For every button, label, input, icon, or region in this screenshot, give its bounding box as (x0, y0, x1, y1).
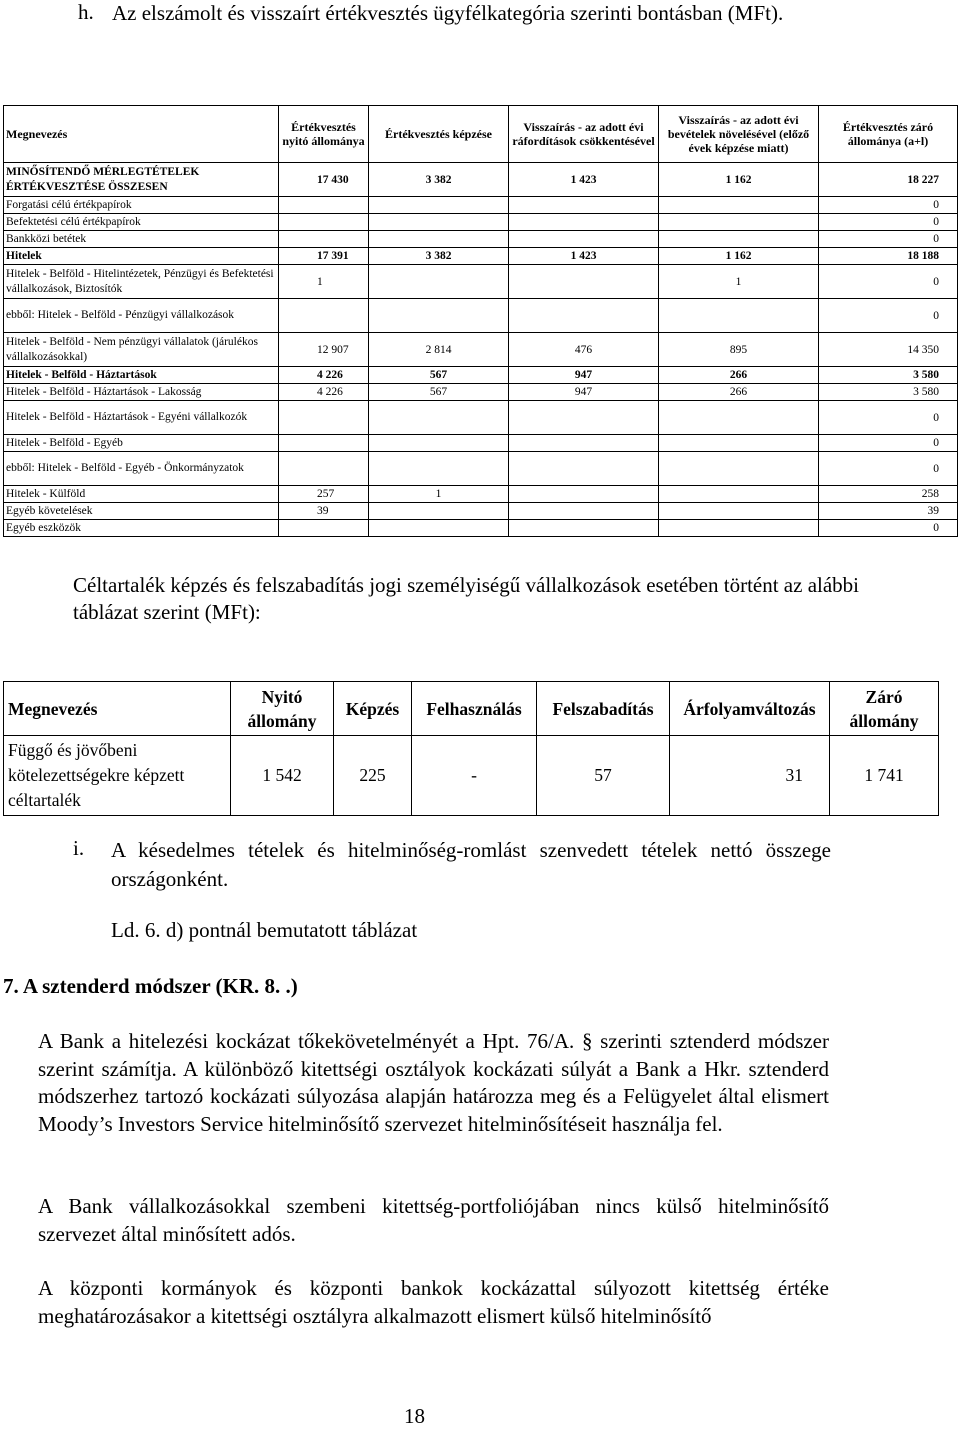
table-row (4, 248, 958, 265)
row-label: Bankközi betétek (4, 231, 279, 248)
header-cell: Visszaírás - az adott évi ráfordítások csökkentésével (509, 106, 659, 163)
section-heading-h: Az elszámolt és visszaírt értékvesztés ügyfélkategória szerinti bontásban (MFt). (112, 1, 784, 25)
header-cell: Értékvesztés záró állománya (a+l) (819, 106, 958, 163)
table-cell (369, 299, 509, 333)
header-cell: Záró állomány (830, 682, 939, 736)
table-cell: 18 227 (819, 163, 958, 197)
item-i-text: A késedelmes tételek és hitelminőség-romlást szenvedett tételek nettó összege országonként. (111, 838, 831, 891)
table-cell (369, 401, 509, 435)
row-label: Egyéb eszközök (4, 520, 279, 537)
table-cell: 14 350 (819, 333, 958, 367)
table-cell: 3 580 (819, 367, 958, 384)
table-cell: 3 580 (819, 384, 958, 401)
table-cell (509, 435, 659, 452)
table-cell (659, 452, 819, 486)
row-label: Hitelek - Belföld - Háztartások - Egyéni vállalkozók (4, 401, 279, 435)
table-cell: 17 391 (279, 248, 369, 265)
table-cell (659, 299, 819, 333)
table-row (4, 503, 958, 520)
table-cell (369, 197, 509, 214)
header-cell: Értékvesztés képzése (369, 106, 509, 163)
table-cell: 266 (659, 384, 819, 401)
table-cell (279, 197, 369, 214)
row-label: Függő és jövőbeni kötelezettségekre képzett céltartalék (4, 736, 231, 816)
table-cell: 1 423 (509, 248, 659, 265)
row-label: ebből: Hitelek - Belföld - Egyéb - Önkormányzatok (4, 452, 279, 486)
table-row (4, 265, 958, 299)
table-cell (509, 299, 659, 333)
table-cell (369, 452, 509, 486)
table-row (4, 435, 958, 452)
table-cell (509, 197, 659, 214)
table-row (4, 367, 958, 384)
table-cell: 0 (819, 401, 958, 435)
table-cell (659, 520, 819, 537)
table-cell: 18 188 (819, 248, 958, 265)
table-cell (509, 520, 659, 537)
page-number: 18 (404, 1404, 425, 1428)
table-row (4, 401, 958, 435)
table-cell: 31 (670, 736, 830, 816)
provision-table (3, 681, 939, 816)
table-cell (369, 435, 509, 452)
table-cell (509, 452, 659, 486)
table-cell: 0 (819, 265, 958, 299)
row-label: Hitelek (4, 248, 279, 265)
table-cell (659, 197, 819, 214)
table-cell: 0 (819, 452, 958, 486)
row-label: Hitelek - Belföld - Hitelintézetek, Pénzügyi és Befektetési vállalkozások, Biztosítók (4, 265, 279, 299)
row-label: Hitelek - Belföld - Háztartások (4, 367, 279, 384)
table-cell: 3 382 (369, 163, 509, 197)
header-cell: Értékvesztés nyitó állománya (279, 106, 369, 163)
table-cell: 947 (509, 384, 659, 401)
header-cell: Felszabadítás (537, 682, 670, 736)
table-cell (369, 520, 509, 537)
table-cell: 4 226 (279, 384, 369, 401)
table-cell (369, 231, 509, 248)
table-cell: 4 226 (279, 367, 369, 384)
table-cell (279, 520, 369, 537)
provision-paragraph: Céltartalék képzés és felszabadítás jogi személyiségű vállalkozások esetében történt az alábbi táblázat szerint (MFt): (73, 573, 860, 624)
table-cell: 567 (369, 367, 509, 384)
table-cell (369, 265, 509, 299)
table-cell (659, 231, 819, 248)
table-cell (509, 231, 659, 248)
header-cell: Felhasználás (412, 682, 537, 736)
table-cell (279, 214, 369, 231)
table-cell: 266 (659, 367, 819, 384)
table-cell: 1 (279, 265, 369, 299)
table-cell (369, 214, 509, 231)
item-label-i: i. (73, 836, 85, 860)
table-cell (279, 299, 369, 333)
row-label: Hitelek - Belföld - Nem pénzügyi vállalatok (járulékos vállalkozásokkal) (4, 333, 279, 367)
table-row (4, 736, 939, 816)
table-row (4, 214, 958, 231)
row-label: Forgatási célú értékpapírok (4, 197, 279, 214)
header-cell: Megnevezés (4, 106, 279, 163)
table-row (4, 520, 958, 537)
table-cell: 895 (659, 333, 819, 367)
table-cell: 1 542 (231, 736, 334, 816)
table-cell: 3 382 (369, 248, 509, 265)
row-label: Hitelek - Külföld (4, 486, 279, 503)
table-cell: 57 (537, 736, 670, 816)
table-row (4, 452, 958, 486)
table-cell (509, 265, 659, 299)
table-cell: 0 (819, 231, 958, 248)
table-cell (659, 486, 819, 503)
header-cell: Árfolyamváltozás (670, 682, 830, 736)
table-cell: 476 (509, 333, 659, 367)
table-cell: 0 (819, 214, 958, 231)
table-cell (659, 503, 819, 520)
section-heading-7: 7. A sztenderd módszer (KR. 8. .) (3, 974, 298, 998)
row-label: MINŐSÍTENDŐ MÉRLEGTÉTELEK ÉRTÉKVESZTÉSE ÖSSZESEN (4, 163, 279, 197)
table-cell: 0 (819, 197, 958, 214)
table-cell: 2 814 (369, 333, 509, 367)
table-cell (509, 503, 659, 520)
header-cell: Visszaírás - az adott évi bevételek növelésével (előző évek képzése miatt) (659, 106, 819, 163)
impairment-table (3, 105, 958, 537)
table-cell: 12 907 (279, 333, 369, 367)
row-label: Hitelek - Belföld - Egyéb (4, 435, 279, 452)
table-row (4, 384, 958, 401)
table-cell: 1 741 (830, 736, 939, 816)
body-paragraph: A Bank vállalkozásokkal szembeni kitettség-portfoliójában nincs külső hitelminősítő szervezet által minősített adós. (38, 1194, 829, 1246)
body-paragraph: A központi kormányok és központi bankok kockázattal súlyozott kitettség értéke meghatározásakor a kitettségi osztályra alkalmazott elismert külső hitelminősítő (38, 1276, 829, 1328)
table-row (4, 299, 958, 333)
table-cell (509, 486, 659, 503)
table-cell (509, 214, 659, 231)
table-cell: 0 (819, 299, 958, 333)
table-cell (509, 401, 659, 435)
row-label: Hitelek - Belföld - Háztartások - Lakosság (4, 384, 279, 401)
table-cell: 225 (334, 736, 412, 816)
table-cell: 39 (819, 503, 958, 520)
table-cell: 947 (509, 367, 659, 384)
table-cell: 1 162 (659, 163, 819, 197)
body-paragraph: A Bank a hitelezési kockázat tőkekövetelményét a Hpt. 76/A. § szerinti sztenderd módszer szerint számítja. A különböző kitettségi osztályok kockázati súlyát a Bank a Hkr. sztenderd módszerhez tartozó kockázati súlyozása alapján határozza meg és a Felügyelet által elismert Moody’s Investors Service hitelminősítő szervezet hitelminősítéseit használja fel. (38, 1029, 829, 1136)
item-i-reference: Ld. 6. d) pontnál bemutatott táblázat (111, 918, 418, 942)
table-cell: 1 (369, 486, 509, 503)
table-cell (279, 452, 369, 486)
table-cell: 257 (279, 486, 369, 503)
table-cell: 258 (819, 486, 958, 503)
table-cell: 39 (279, 503, 369, 520)
header-cell: Megnevezés (4, 682, 231, 736)
table-cell: 0 (819, 435, 958, 452)
table-row (4, 163, 958, 197)
table-cell: - (412, 736, 537, 816)
table-cell: 567 (369, 384, 509, 401)
table-cell (659, 401, 819, 435)
table-cell: 1 (659, 265, 819, 299)
header-cell: Nyitó állomány (231, 682, 334, 736)
table-row (4, 231, 958, 248)
table-cell: 1 162 (659, 248, 819, 265)
table-row (4, 197, 958, 214)
impairment-table-header-row (4, 106, 958, 163)
header-cell: Képzés (334, 682, 412, 736)
table-cell (279, 435, 369, 452)
row-label: Egyéb követelések (4, 503, 279, 520)
table-cell (659, 435, 819, 452)
table-cell (279, 231, 369, 248)
table-cell (369, 503, 509, 520)
table-row (4, 486, 958, 503)
table-cell: 1 423 (509, 163, 659, 197)
item-label-h: h. (78, 0, 94, 24)
table-cell (659, 214, 819, 231)
table-row (4, 333, 958, 367)
table-cell: 0 (819, 520, 958, 537)
table-cell (279, 401, 369, 435)
row-label: ebből: Hitelek - Belföld - Pénzügyi vállalkozások (4, 299, 279, 333)
table-cell: 17 430 (279, 163, 369, 197)
row-label: Befektetési célú értékpapírok (4, 214, 279, 231)
provision-table-header-row (4, 682, 939, 736)
